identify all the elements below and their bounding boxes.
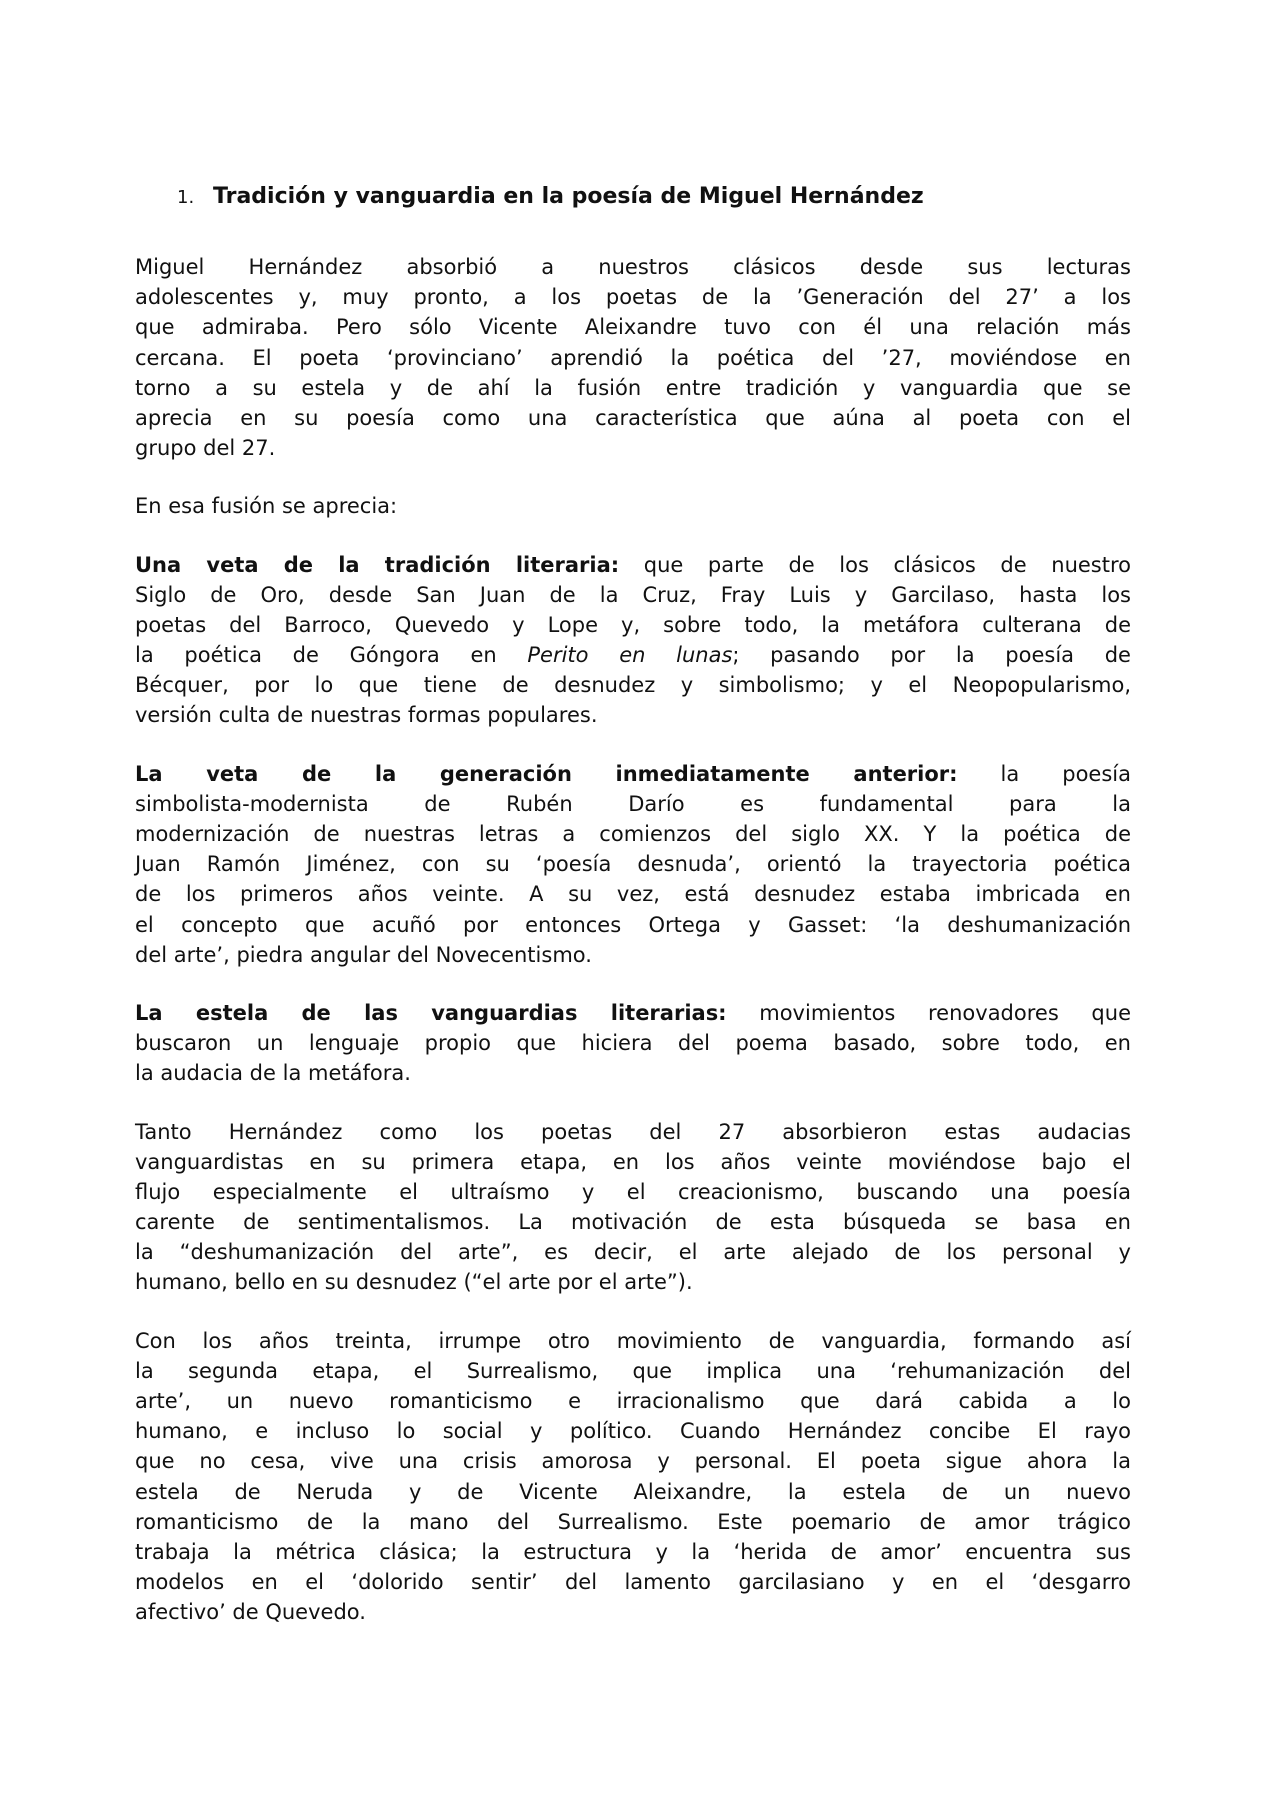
text-run: Bécquer, por lo que tiene de desnudez y simbolismo; y el Neopopularismo, xyxy=(135,673,1131,698)
text-run: modelos en el ‘dolorido sentir’ del lamento garcilasiano y en el ‘desgarro xyxy=(135,1570,1131,1595)
text-run: aprecia en su poesía como una característica que aúna al poeta con el xyxy=(135,405,1131,430)
text-run: En esa fusión se aprecia: xyxy=(135,494,398,519)
body-text xyxy=(135,252,1131,1628)
text-line xyxy=(135,1507,1131,1537)
paragraph xyxy=(135,1326,1131,1628)
text-run: de los primeros años veinte. A su vez, está desnudez estaba imbricada en xyxy=(135,882,1131,907)
text-line xyxy=(135,1177,1131,1207)
text-line xyxy=(135,312,1131,342)
text-run: humano, e incluso lo social y político. Cuando Hernández concibe El rayo xyxy=(135,1419,1131,1444)
text-line xyxy=(135,1237,1131,1267)
text-run: la poesía xyxy=(957,761,1131,786)
text-line xyxy=(135,1567,1131,1597)
text-line xyxy=(135,610,1131,640)
text-line xyxy=(135,550,1131,580)
text-line xyxy=(135,1267,1131,1297)
text-line xyxy=(135,819,1131,849)
text-line xyxy=(135,491,1131,521)
section-title: Tradición y vanguardia en la poesía de Miguel Hernández xyxy=(213,184,924,209)
text-line xyxy=(135,670,1131,700)
italic-title: Perito en lunas xyxy=(527,643,733,668)
text-run: torno a su estela y de ahí la fusión entre tradición y vanguardia que se xyxy=(135,375,1131,400)
list-number: 1. xyxy=(177,187,195,208)
text-line xyxy=(135,940,1131,970)
text-line xyxy=(135,700,1131,730)
text-run: la segunda etapa, el Surrealismo, que implica una ‘rehumanización del xyxy=(135,1358,1131,1383)
bold-lead: Una veta de la tradición literaria: xyxy=(135,552,620,577)
text-line xyxy=(135,1416,1131,1446)
text-run: versión culta de nuestras formas populares. xyxy=(135,703,598,728)
text-line xyxy=(135,1147,1131,1177)
text-run: romanticismo de la mano del Surrealismo. Este poemario de amor trágico xyxy=(135,1509,1131,1534)
paragraph xyxy=(135,252,1131,463)
text-run: que no cesa, vive una crisis amorosa y personal. El poeta sigue ahora la xyxy=(135,1449,1131,1474)
bold-lead: La estela de las vanguardias literarias: xyxy=(135,1000,727,1025)
text-line xyxy=(135,1386,1131,1416)
text-line xyxy=(135,1117,1131,1147)
text-line xyxy=(135,1597,1131,1627)
text-line xyxy=(135,789,1131,819)
text-run: la audacia de la metáfora. xyxy=(135,1061,411,1086)
text-line xyxy=(135,1446,1131,1476)
text-run: que parte de los clásicos de nuestro xyxy=(619,552,1131,577)
text-line xyxy=(135,1537,1131,1567)
text-line xyxy=(135,580,1131,610)
text-line xyxy=(135,879,1131,909)
text-line xyxy=(135,373,1131,403)
text-run: adolescentes y, muy pronto, a los poetas de la ’Generación del 27’ a los xyxy=(135,285,1131,310)
text-run: Con los años treinta, irrumpe otro movimiento de vanguardia, formando así xyxy=(135,1328,1131,1353)
text-line xyxy=(135,282,1131,312)
text-run: modernización de nuestras letras a comienzos del siglo XX. Y la poética de xyxy=(135,822,1131,846)
text-line xyxy=(135,403,1131,433)
text-run: cercana. El poeta ‘provinciano’ aprendió la poética del ’27, moviéndose en xyxy=(135,345,1131,370)
text-line xyxy=(135,640,1131,670)
text-line xyxy=(135,433,1131,463)
paragraph xyxy=(135,550,1131,731)
text-run: movimientos renovadores que xyxy=(726,1000,1131,1025)
text-line xyxy=(135,1058,1131,1088)
text-line xyxy=(135,252,1131,282)
text-run: Siglo de Oro, desde San Juan de la Cruz, Fray Luis y Garcilaso, hasta los xyxy=(135,582,1131,607)
text-run: estela de Neruda y de Vicente Aleixandre, la estela de un nuevo xyxy=(135,1479,1131,1504)
paragraph xyxy=(135,998,1131,1089)
text-run: afectivo’ de Quevedo. xyxy=(135,1600,366,1625)
text-run: poetas del Barroco, Quevedo y Lope y, sobre todo, la metáfora culterana de xyxy=(135,612,1131,637)
text-run: carente de sentimentalismos. La motivación de esta búsqueda se basa en xyxy=(135,1210,1131,1235)
text-line xyxy=(135,343,1131,373)
text-run: Juan Ramón Jiménez, con su ‘poesía desnuda’, orientó la trayectoria poética xyxy=(135,852,1131,877)
text-line xyxy=(135,1326,1131,1356)
text-line xyxy=(135,1028,1131,1058)
text-line xyxy=(135,910,1131,940)
text-run: Tanto Hernández como los poetas del 27 absorbieron estas audacias xyxy=(135,1119,1131,1144)
text-run: grupo del 27. xyxy=(135,436,276,461)
text-run: ; pasando por la poesía de xyxy=(732,643,1131,668)
paragraph xyxy=(135,759,1131,970)
text-run: Miguel Hernández absorbió a nuestros clásicos desde sus lecturas xyxy=(135,255,1131,279)
text-line xyxy=(135,1207,1131,1237)
text-run: la “deshumanización del arte”, es decir, el arte alejado de los personal y xyxy=(135,1240,1131,1265)
bold-lead: La veta de la generación inmediatamente anterior: xyxy=(135,761,958,786)
text-run: la poética de Góngora en xyxy=(135,643,528,668)
text-line xyxy=(135,759,1131,789)
text-run: flujo especialmente el ultraísmo y el creacionismo, buscando una poesía xyxy=(135,1179,1131,1204)
text-run: trabaja la métrica clásica; la estructura y la ‘herida de amor’ encuentra sus xyxy=(135,1539,1131,1564)
text-line xyxy=(135,998,1131,1028)
text-run: simbolista-modernista de Rubén Darío es fundamental para la xyxy=(135,791,1131,816)
paragraph xyxy=(135,1117,1131,1298)
section-heading xyxy=(135,182,1131,212)
document-page xyxy=(135,182,1131,1656)
text-line xyxy=(135,1477,1131,1507)
text-line xyxy=(135,1356,1131,1386)
text-line xyxy=(135,849,1131,879)
text-run: que admiraba. Pero sólo Vicente Aleixandre tuvo con él una relación más xyxy=(135,315,1131,340)
text-run: el concepto que acuñó por entonces Ortega y Gasset: ‘la deshumanización xyxy=(135,912,1131,937)
text-run: arte’, un nuevo romanticismo e irracionalismo que dará cabida a lo xyxy=(135,1389,1131,1413)
text-run: humano, bello en su desnudez (“el arte por el arte”). xyxy=(135,1270,693,1295)
text-run: vanguardistas en su primera etapa, en los años veinte moviéndose bajo el xyxy=(135,1149,1131,1174)
text-run: buscaron un lenguaje propio que hiciera del poema basado, sobre todo, en xyxy=(135,1031,1131,1056)
text-run: del arte’, piedra angular del Novecentismo. xyxy=(135,942,592,967)
paragraph xyxy=(135,491,1131,521)
